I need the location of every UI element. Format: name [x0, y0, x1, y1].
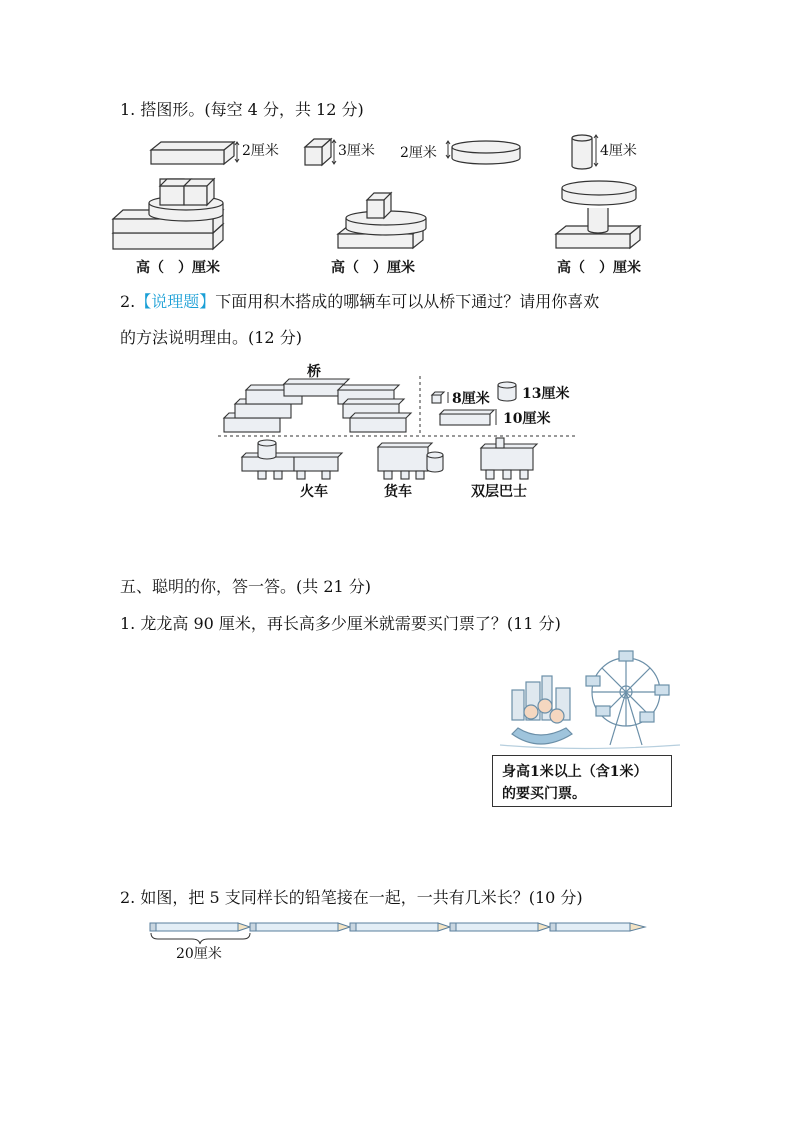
dim-label-plank-10: 10厘米 [503, 411, 551, 427]
dim-label-cube: 3厘米 [338, 143, 375, 159]
dim-label-cylinder: 4厘米 [600, 143, 637, 159]
pencil-4 [450, 923, 550, 931]
q2-tag: 【说理题】 [135, 292, 216, 311]
ticket-notice-line1: 身高1米以上（含1米） [502, 764, 648, 780]
cube-icon [305, 139, 331, 165]
dim-label-cylinder-13: 13厘米 [522, 386, 570, 402]
vehicle-label-bus: 双层巴士 [471, 484, 527, 500]
double-decker-figure [481, 438, 537, 479]
pencil-length-label: 20厘米 [176, 946, 222, 962]
pencil-2 [250, 923, 350, 931]
stack-figure-b [338, 193, 426, 248]
vehicle-label-truck: 货车 [384, 484, 412, 500]
q2-question: 下面用积木搭成的哪辆车可以从桥下通过？请用你喜欢 [215, 292, 600, 311]
ticket-notice-box [492, 755, 672, 807]
bridge-label: 桥 [307, 364, 321, 380]
bridge-figure [224, 379, 411, 432]
section5-q1-text: 1. 龙龙高 90 厘米，再长高多少厘米就需要买门票了？(11 分) [120, 614, 561, 633]
dim-label-disc: 2厘米 [400, 145, 437, 161]
ferris-wheel-illustration [500, 651, 680, 749]
answer-blank-b[interactable]: 高（ ）厘米 [331, 260, 415, 276]
q2-text-line1 [120, 292, 599, 312]
pencil-1 [150, 923, 250, 931]
pencil-3 [350, 923, 450, 931]
ticket-notice-line2: 的要买门票。 [502, 786, 586, 802]
pencil-brace [151, 933, 250, 944]
section5-heading: 五、聪明的你，答一答。(共 21 分) [120, 577, 372, 596]
vehicle-label-train: 火车 [300, 484, 328, 500]
section5-q2-text: 2. 如图，把 5 支同样长的铅笔接在一起，一共有几米长？(10 分) [120, 888, 583, 907]
truck-figure [378, 443, 443, 479]
cylinder-icon [572, 135, 592, 169]
dim-label-small-cube: 8厘米 [452, 391, 490, 407]
answer-blank-a[interactable]: 高（ ）厘米 [136, 260, 220, 276]
q2-text-line2: 的方法说明理由。(12 分) [120, 328, 302, 347]
flat-block-icon [151, 142, 234, 164]
q2-number: 2. [120, 292, 136, 311]
dim-label-flat-block: 2厘米 [242, 143, 279, 159]
disc-icon [452, 141, 520, 164]
answer-blank-c[interactable]: 高（ ）厘米 [557, 260, 641, 276]
pencil-5 [550, 923, 645, 931]
stack-figure-c [556, 181, 640, 248]
train-figure [242, 440, 342, 479]
q1-title: 1. 搭图形。(每空 4 分，共 12 分) [120, 100, 364, 119]
pencils-figure [150, 923, 645, 931]
stack-figure-a [113, 179, 223, 249]
